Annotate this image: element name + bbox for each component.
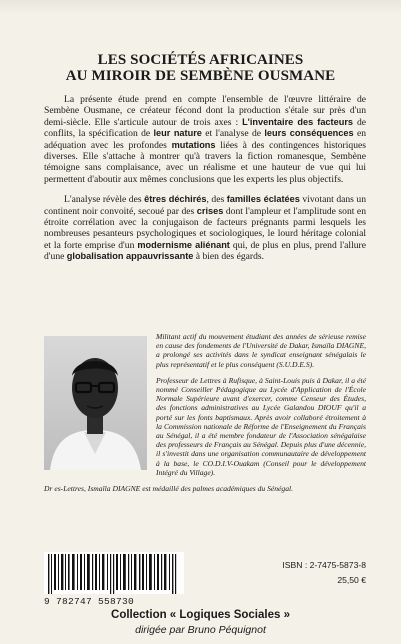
bio-paragraph-2: Professeur de Lettres à Rufisque, à Saint-Louis puis à Dakar, il a été nommé Conseiller Pédagogique au Lycée d'Application de l'École Normale Supérieure avant d'exercer, comme Censeur des Études, des fonctions administratives au Lycée Galandou DIOUF qu'il a porté sur les fonts baptismaux. Après avoir collaboré étroitement à la Commission nationale de Réforme de l'Enseignement du Français au Sénégal, il a été membre fondateur de l'Association sénégalaise des professeurs de Français au Sénégal. Depuis plus d'une décennie, il s'investit dans une organisation communautaire de développement à la base, le CO.D.I.V-Ouakam (Conseil pour le développement Intégré du Village). — [156, 375, 366, 477]
price: 25,50 € — [337, 575, 366, 585]
summary-paragraph-2: L'analyse révèle des êtres déchirés, des familles éclatées vivotant dans un continent noir convoité, secoué par des crises dont l'ampleur et l'amplitude sont en étroite corrélation avec la conjugaison de facteurs prégnants parmi lesquels les nombreuses pesanteurs psychologiques et sociologiques, le lourd héritage colonial et la forte emprise d'un modernisme aliénant qui, de plus en plus, prend l'allure d'une globalisation appauvrissante à bien des égards. — [44, 194, 367, 263]
barcode — [44, 552, 184, 594]
collection-director: dirigée par Bruno Péquignot — [135, 624, 266, 636]
isbn: ISBN : 2-7475-5873-8 — [282, 560, 366, 570]
bio-paragraph-1: Militant actif du mouvement étudiant des années de sérieuse remise en cause des fondements de l'Université de Dakar, Ismaïla DIAGNE, a prolongé ses activités dans le syndicat enseignant sénégalais le plus représentatif et le plus conséquent (S.U.D.E.S). — [156, 332, 366, 369]
collection-name: Collection « Logiques Sociales » — [111, 609, 290, 621]
summary-text — [44, 94, 366, 263]
title-line-2: AU MIROIR DE SEMBÈNE OUSMANE — [65, 68, 336, 84]
barcode-icon — [44, 552, 184, 594]
summary-paragraph-1: La présente étude prend en compte l'ensemble de l'œuvre littéraire de Sembène Ousmane, ce créateur fécond dont la production s'étale sur près d'un demi-siècle. Elle s'articule autour de trois axes : L'inventaire des facteurs de conflits, la spécification de leur nature et l'analyse de leurs conséquences en adéquation avec les profondes mutations liées à des contingences historiques diverses. Elle s'attache à montrer qu'à travers la fiction romanesque, Sembène témoigne sans complaisance, avec un réalisme et une hauteur de vue qui lui permettent d'aboutir aux mêmes conclusions que les experts les plus objectifs. — [44, 94, 367, 185]
book-title — [20, 52, 381, 84]
bio-paragraph-3: Dr es-Lettres, Ismaïla DIAGNE est médaillé des palmes académiques du Sénégal. — [44, 484, 294, 494]
author-bio — [44, 332, 366, 493]
barcode-digits: 9 782747 558730 — [44, 596, 135, 607]
title-line-1: LES SOCIÉTÉS AFRICAINES — [97, 52, 304, 68]
top-band — [0, 0, 401, 14]
